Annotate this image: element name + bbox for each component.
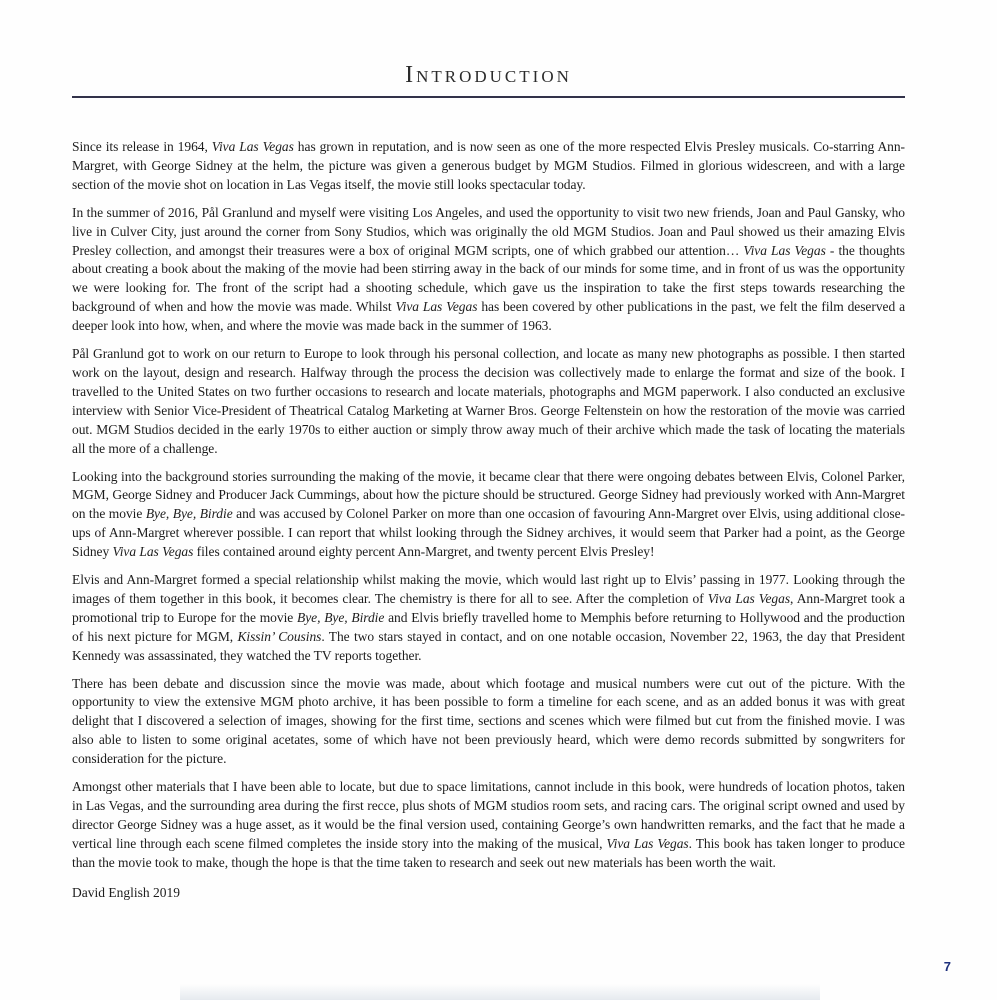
paragraph	[72, 675, 905, 770]
text-run: Since its release in 1964,	[72, 139, 212, 154]
italic-text: Viva Las Vegas	[211, 139, 294, 154]
text-run: . This book has taken longer to produce than the movie took to make, though the hope is that the time taken to research and seek out new materials has been worth the wait.	[72, 835, 905, 870]
text-run: has grown in reputation, and is now seen as one of the more respected Elvis Presley musicals. Co-starring Ann-Margret, with George Sidney at the helm, the picture was given a generous budget by MGM Studios. Filmed in glorious widescreen, and with a large section of the movie shot on location in Las Vegas itself, the movie still looks spectacular today.	[72, 139, 905, 192]
italic-text: Bye, Bye, Birdie	[145, 506, 233, 522]
italic-text: Viva Las Vegas	[606, 835, 689, 851]
text-run: Pål Granlund got to work on our return to Europe to look through his personal collection, and locate as many new photographs as possible. I then started work on the layout, design and research. Halfway through the process the decision was collectively made to enlarge the format and size of the book. I travelled to the United States on two further occasions to research and locate materials, photographs and MGM paperwork. I also conducted an exclusive interview with Senior Vice-President of Theatrical Catalog Marketing at Warner Bros. George Feltenstein on how the restoration of the movie was carried out. MGM Studios decided in the early 1970s to either auction or simply throw away much of their archive which made the task of locating the materials all the more of a challenge.	[72, 346, 905, 456]
title-rule	[72, 96, 905, 98]
italic-text: Bye, Bye, Birdie	[297, 609, 385, 625]
page-number: 7	[943, 959, 951, 974]
paragraph	[72, 138, 905, 195]
page-content	[72, 0, 905, 901]
italic-text: Kissin’ Cousins	[237, 628, 322, 644]
text-run: - the thoughts about creating a book about the making of the movie had been stirring away in the back of our minds for some time, and in front of us was the opportunity we were looking for. The front of the script had a shooting schedule, which gave us the inspiration to take the first steps towards researching the background of when and how the movie was made. Whilst	[72, 242, 906, 315]
text-run: In the summer of 2016, Pål Granlund and myself were visiting Los Angeles, and used the opportunity to visit two new friends, Joan and Paul Gansky, who live in Culver City, just around the corner from Sony Studios, which was originally the old MGM Studios. Joan and Paul showed us their amazing Elvis Presley collection, and amongst their treasures were a box of original MGM scripts, one of which grabbed our attention…	[72, 204, 905, 258]
text-run: has been covered by other publications in the past, we felt the film deserved a deeper look into how, when, and where the movie was made back in the summer of 1963.	[72, 299, 906, 334]
text-run: . The two stars stayed in contact, and on one notable occasion, November 22, 1963, the day that President Kennedy was assassinated, they watched the TV reports together.	[72, 628, 906, 663]
text-run: and Elvis briefly travelled home to Memphis before returning to Hollywood and the production of his next picture for MGM,	[72, 609, 905, 644]
introduction-body	[72, 138, 905, 873]
scan-shadow	[180, 984, 820, 1000]
author-signature: David English 2019	[72, 884, 180, 900]
page-title: Introduction	[405, 62, 572, 88]
text-run: files contained around eighty percent Ann-Margret, and twenty percent Elvis Presley!	[193, 544, 655, 560]
text-run: , Ann-Margret took a promotional trip to Europe for the movie	[72, 590, 905, 625]
italic-text: Viva Las Vegas	[707, 590, 791, 606]
text-run: and was accused by Colonel Parker on more than one occasion of favouring Ann-Margret over Elvis, using additional close-ups of Ann-Margret wherever possible. I can report that whilst looking through the Sidney archives, it would seem that Parker had a point, as the George Sidney	[72, 506, 905, 560]
text-run: There has been debate and discussion since the movie was made, about which footage and musical numbers were cut out of the picture. With the opportunity to view the extensive MGM photo archive, it has been possible to form a timeline for each scene, and as an added bonus it was with great delight that I discovered a selection of images, showing for the first time, sections and scenes which were filmed but cut from the finished movie. I was also able to listen to some original acetates, some of which have not been previously heard, which were demo records submitted by songwriters for consideration for the picture.	[72, 675, 905, 767]
italic-text: Viva Las Vegas	[743, 242, 826, 258]
paragraph	[72, 345, 905, 458]
paragraph	[72, 468, 905, 563]
text-run: Looking into the background stories surrounding the making of the movie, it became clear that there were ongoing debates between Elvis, Colonel Parker, MGM, George Sidney and Producer Jack Cummings, about how the picture should be structured. George Sidney had previously worked with Ann-Margret on the movie	[72, 468, 905, 522]
italic-text: Viva Las Vegas	[112, 544, 194, 560]
text-run: Amongst other materials that I have been able to locate, but due to space limitations, cannot include in this book, were hundreds of location photos, taken in Las Vegas, and the surrounding area during the first recce, plus shots of MGM studios room sets, and racing cars. The original script owned and used by director George Sidney was a huge asset, as it would be the final version used, containing George’s own handwritten remarks, and the fact that he made a vertical line through each scene filmed completes the inside story into the making of the musical,	[72, 779, 905, 851]
italic-text: Viva Las Vegas	[395, 299, 478, 315]
paragraph	[72, 778, 905, 873]
paragraph	[72, 571, 905, 666]
text-run: Elvis and Ann-Margret formed a special relationship whilst making the movie, which would last right up to Elvis’ passing in 1977. Looking through the images of them together in this book, it becomes clear. The chemistry is there for all to see. After the completion of	[72, 572, 905, 606]
paragraph	[72, 204, 905, 336]
